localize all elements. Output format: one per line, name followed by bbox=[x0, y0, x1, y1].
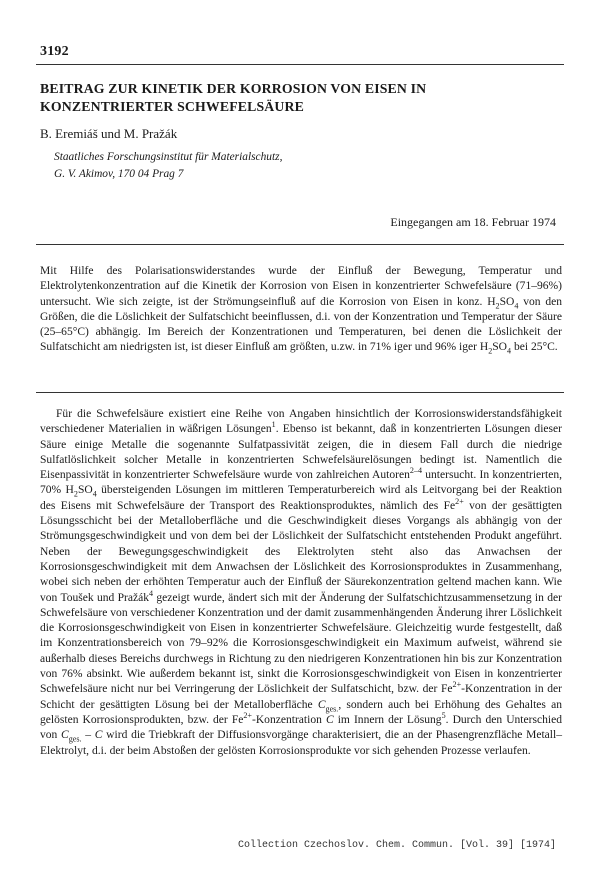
author-1: B. Eremiáš bbox=[40, 126, 98, 141]
reference-1: 1 bbox=[271, 420, 276, 430]
institution-line-2: G. V. Akimov, 170 04 Prag 7 bbox=[54, 168, 184, 180]
body-paragraph: Für die Schwefelsäure existiert eine Reihe von Angaben hinsichtlich der Korrosionswiderstandsfähigkeit verschiedener Materialien in wäßrigen Lösungen$^1$. Ebenso ist bekannt, daß in konzentrierten Lösungen dieser Säure einige Metalle die sogenannte Sulfatpassivität zeigen, die in diesem Fall durch die niedrige Sulfatlöslichkeit solcher Metalle in konzentrierten Schwefelsäurelösungen bedingt ist. Namentlich die Eisenpassivität in konzentrierter Schwefelsäure wurde von zahlreichen Autoren$^{2-4}$ untersucht. In konzentrierten, 70% $H_2SO_4$ übersteigenden Lösungen im mittleren Temperaturbereich wird als Leitvorgang bei der Reaktion des Eisens mit Schwefelsäure der Transport des Reaktionsproduktes, nämlich des $Fe^{2+}$ von der gesättigten Lösungsschicht bei der Metalloberfläche und die Geschwindigkeit dieses Vorgangs als abhängig von der Strömungsgeschwindigkeit und von dem bei der Löslichkeit der Sulfatschicht entstehenden Produkt angeführt. Neben der Bewegungsgeschwindigkeit des Elektrolyten steht also das Anwachsen der Korrosionsgeschwindigkeit mit dem Anwachsen der Löslichkeit des Korrosionsproduktes in Zusammenhang, wobei sich neben der erhöhten Temperatur auch der Einfluß der Säurekonzentration geltend machen kann. Wie von Toušek und Pražák$^4$ gezeigt wurde, ändert sich mit der Änderung der Sulfatschichtzusammensetzung in der Schwefelsäure von verschiedener Konzentration und der damit zusammenhängenden Änderung ihrer Löslichkeit die Korrosionsgeschwindigkeit von Eisen in konzentrierter Schwefelsäure. Gleichzeitig wurde festgestellt, daß im Konzentrationsbereich von 79–92% die Korrosionsgeschwindigkeit ein Maximum aufweist, während sie außerhalb dieses Bereichs durchwegs in Richtung zu den niedrigeren Konzentrationen hin bis zur Konzentration von 76% absinkt. Wie außerdem bekannt ist, sinkt die Korrosionsgeschwindigkeit von Eisen in konzentrierter Schwefelsäure nicht nur bei Verringerung der Löslichkeit der Sulfatschicht, bzw. der $Fe^{2+}$-Konzentration in der Schicht der gesättigten Lösung bei der Metalloberfläche $C_{ges.}$, sondern auch bei Erhöhung des Gehaltes an gelösten Korrosionsprodukten, bzw. der $Fe^{2+}$-Konzentration C im Innern der Lösung$^5$. Durch den Unterschied von $C_{ges.}$ – C wird die Triebkraft der Diffusionsvorgänge charakterisiert, die an der Phasengrenzfläche Metall–Elektrolyt, d.i. der beim Abstoßen der gelösten Korrosionsprodukte vor sich gehenden Prozesse verlaufen. bbox=[40, 408, 562, 757]
abstract: Mit Hilfe des Polarisationswiderstandes wurde der Einfluß der Bewegung, Temperatur und Elektrolytenkonzentration auf die Kinetik der Korrosion von Eisen in konzentrierter Schwefelsäure (71–96%) untersucht. Wie sich zeigte, ist der Strömungseinfluß auf die Korrosion von Eisen in konz. $H_2SO_4$ von den Größen, die die Löslichkeit der Sulfatschicht beeinflussen, d.i. von der Konzentration und Temperatur der Säure (25–65°C) abhängig. Im Bereich der Konzentrationen und Temperaturen, bei denen die Löslichkeit der Sulfatschicht am niedrigsten ist, ist dieser Einfluß am größten, u.zw. in 71% iger und 96% iger $H_2SO_4$ bei 25°C. bbox=[40, 265, 562, 356]
article-title: BEITRAG ZUR KINETIK DER KORROSION VON EISEN IN KONZENTRIERTER SCHWEFELSÄURE bbox=[40, 81, 427, 114]
page-number: 3192 bbox=[40, 44, 69, 59]
author-conjunction: und bbox=[101, 126, 121, 141]
authors bbox=[40, 126, 177, 142]
author-2: M. Pražák bbox=[123, 126, 178, 141]
abstract-bottom-rule bbox=[36, 392, 564, 393]
journal-citation-footer: Collection Czechoslov. Chem. Commun. [Vol. 39] [1974] bbox=[237, 840, 556, 851]
abstract-top-rule bbox=[36, 244, 564, 245]
received-date: Eingegangen am 18. Februar 1974 bbox=[390, 215, 556, 229]
reference-4: 4 bbox=[149, 588, 154, 598]
reference-2-4: 2–4 bbox=[409, 466, 422, 476]
institution-line-1: Staatliches Forschungsinstitut für Materialschutz, bbox=[54, 151, 283, 163]
institution bbox=[54, 149, 534, 183]
reference-5: 5 bbox=[441, 711, 446, 721]
header-rule bbox=[36, 64, 564, 65]
